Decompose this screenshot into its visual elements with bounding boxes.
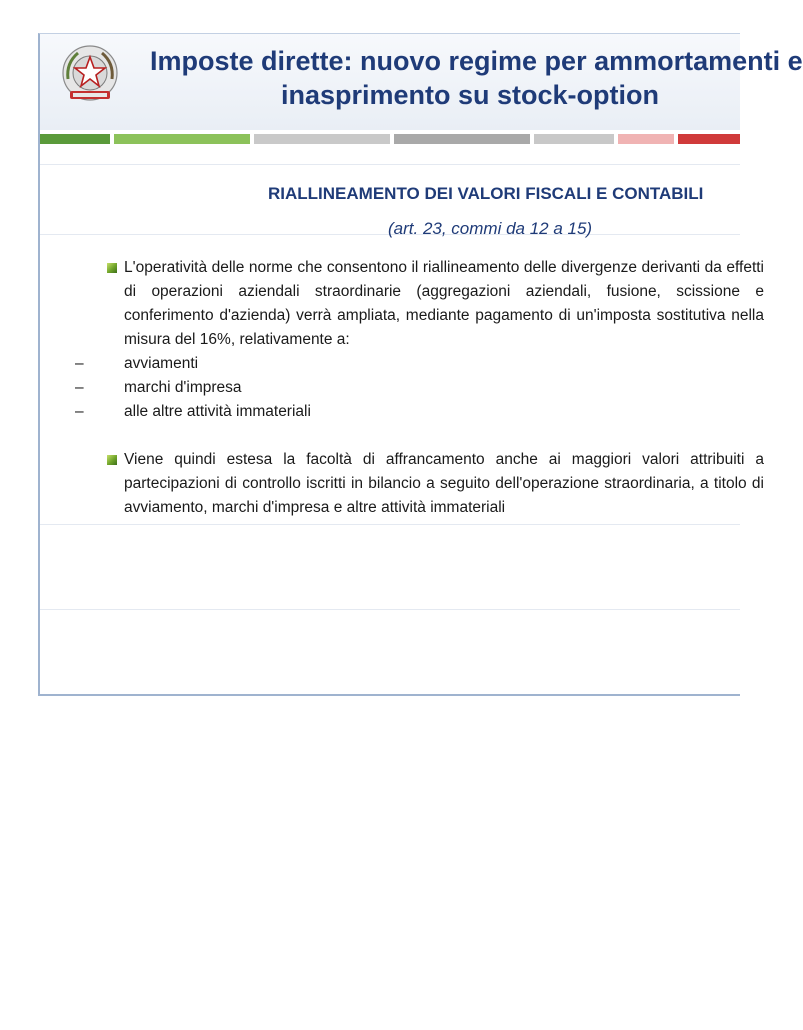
section-title: RIALLINEAMENTO DEI VALORI FISCALI E CONTABILI xyxy=(268,184,704,203)
title-line-2: inasprimento su stock-option xyxy=(280,80,660,110)
title-line-1: Imposte dirette: nuovo regime per ammortamenti e xyxy=(150,46,803,76)
stripe-segment xyxy=(254,134,390,144)
list-item-text: marchi d'impresa xyxy=(124,379,242,396)
paragraph-2-text: Viene quindi estesa la facoltà di affrancamento anche ai maggiori valori attribuiti a partecipazioni di controllo iscritti in bilancio a seguito dell'operazione straordinaria, a titolo di avviamento, marchi d'impresa e altre attività immateriali xyxy=(124,451,764,516)
page-title xyxy=(150,44,803,112)
section-reference: (art. 23, commi da 12 a 15) xyxy=(388,219,593,238)
dash-bullet-icon: – xyxy=(75,403,84,420)
paragraph-2 xyxy=(40,448,764,520)
list-item xyxy=(40,376,740,400)
paragraph-1-text: L'operatività delle norme che consentono il riallineamento delle divergenze derivanti da effetti di operazioni aziendali straordinarie (aggregazioni aziendali, fusione, scissione e conferimento d'azienda) verrà ampliata, mediante pagamento di un'imposta sostitutiva nella misura del 16%, relativamente a: xyxy=(124,259,764,348)
stripe-segment xyxy=(678,134,740,144)
slide xyxy=(38,33,803,696)
list-item xyxy=(40,400,740,424)
dash-bullet-icon: – xyxy=(75,355,84,372)
stripe-segment xyxy=(618,134,674,144)
italian-republic-emblem-icon xyxy=(58,43,122,107)
slide-content xyxy=(40,256,764,520)
paragraph-1 xyxy=(40,256,764,352)
stripe-segment xyxy=(534,134,614,144)
divider xyxy=(40,609,740,610)
square-bullet-icon xyxy=(107,455,117,465)
square-bullet-icon xyxy=(107,263,117,273)
list-item-text: avviamenti xyxy=(124,355,199,372)
spacer xyxy=(40,424,740,448)
list-item xyxy=(40,352,740,376)
list-item-text: alle altre attività immateriali xyxy=(124,403,311,420)
divider xyxy=(40,164,740,165)
color-stripe xyxy=(40,134,740,144)
dash-bullet-icon: – xyxy=(75,379,84,396)
stripe-segment xyxy=(40,134,110,144)
stripe-segment xyxy=(394,134,530,144)
stripe-segment xyxy=(114,134,250,144)
divider xyxy=(40,524,740,525)
